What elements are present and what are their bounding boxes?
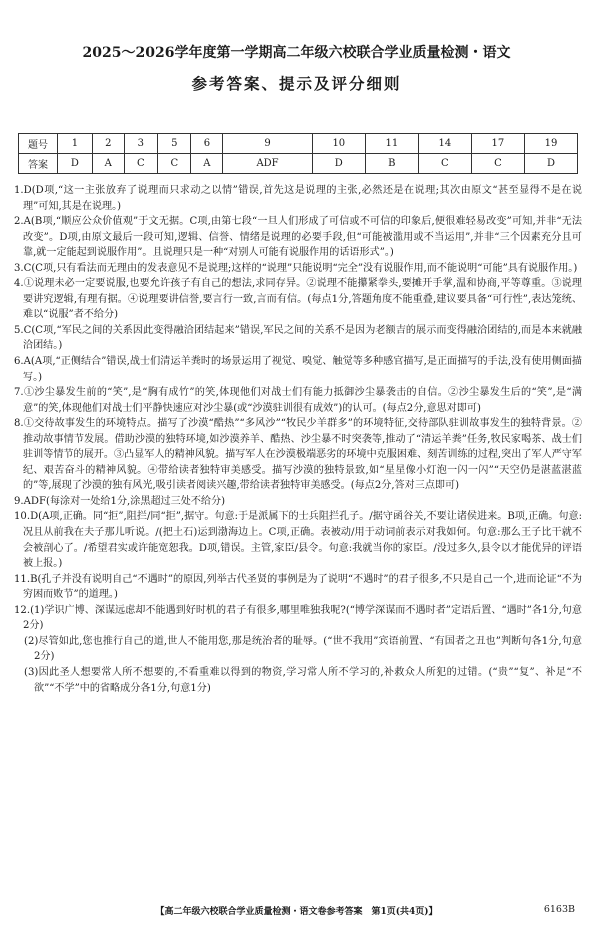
question-number: 17 bbox=[471, 134, 524, 154]
question-number: 14 bbox=[418, 134, 471, 154]
item-text: (1)学识广博、深谋远虑却不能遇到好时机的君子有很多,哪里唯独我呢?(“博学深谋而不遇时者”定语后置、“遇时”各1分,句意2分) bbox=[23, 604, 582, 632]
document-subtitle: 参考答案、提示及评分细则 bbox=[191, 74, 402, 93]
explanation-item bbox=[14, 276, 582, 323]
item-number: 12. bbox=[14, 604, 31, 616]
translation-subitem: (3)因此圣人想要常人所不想要的,不看重难以得到的物资,学习常人所不学习的,补救众人所犯的过错。(“贵”“复”、补足“不欲”“不学”中的省略成分各1分,句意1分) bbox=[24, 666, 582, 694]
answer-table bbox=[18, 133, 578, 174]
row-label-answer: 答案 bbox=[19, 154, 58, 174]
answer-cell: A bbox=[191, 154, 223, 174]
question-number: 19 bbox=[524, 134, 577, 154]
explanation-item bbox=[14, 183, 582, 214]
item-number: 7. bbox=[14, 387, 24, 399]
item-text: A(A项,“正侧结合”错误,战士们清运羊粪时的场景运用了视觉、嗅觉、触觉等多种感官描写,是正面描写的手法,没有使用侧面描写。) bbox=[23, 356, 582, 383]
explanation-item bbox=[14, 261, 582, 277]
question-number-row bbox=[19, 134, 578, 154]
explanation-item bbox=[14, 354, 582, 385]
answer-explanations bbox=[14, 183, 582, 696]
answer-cell: D bbox=[524, 154, 577, 174]
item-text: C(C项,“军民之间的关系因此变得融洽团结起来”错误,军民之间的关系不是因为老额吉的展示而变得融洽团结的,而是本来就融洽团结。) bbox=[23, 324, 582, 352]
item-number: 3. bbox=[14, 262, 24, 274]
question-number: 10 bbox=[312, 134, 365, 154]
item-number: 2. bbox=[14, 216, 24, 228]
item-number: 9. bbox=[14, 495, 24, 507]
question-number: 3 bbox=[124, 134, 157, 154]
answer-cell: B bbox=[365, 154, 418, 174]
explanation-item bbox=[14, 494, 582, 510]
answer-cell: ADF bbox=[223, 154, 313, 174]
item-text: D(A项,正确。同“拒”,阻拦/同“拒”,据守。句意:于是派属下的士兵阻拦孔子。/据守函谷关,不要让诸侯进来。B项,正确。句意:况且从前我在夫子那儿听说。/(把土石)运到渤海边上。C项,正确。表被动/用于动词前表示对我如何。句意:那么王子比干就不会被剖心了。/希望君实或许能宽恕我。D项,错误。主管,家臣/县令。句意:我就当你的家臣。/没过多久,县令以才能优异的评语被上报。) bbox=[23, 511, 582, 570]
question-number: 9 bbox=[223, 134, 313, 154]
row-label-number: 题号 bbox=[19, 134, 58, 154]
item-text: ①沙尘暴发生前的“笑”,是“胸有成竹”的笑,体现他们对战士们有能力抵御沙尘暴袭击的自信。②沙尘暴发生后的“笑”,是“满意”的笑,体现他们对战士们平静快速应对沙尘暴(或“沙漠驻训很有成效”)的认可。(每点2分,意思对即可) bbox=[23, 387, 582, 414]
item-number: 1. bbox=[14, 185, 24, 196]
explanation-item bbox=[14, 603, 582, 634]
explanation-item bbox=[14, 416, 582, 494]
item-number: 4. bbox=[14, 278, 24, 290]
item-text: C(C项,只有看法而无理由的发表意见不是说理;这样的“说理”只能说明“完全”没有说服作用,而不能说明“可能”具有说服作用。) bbox=[23, 262, 578, 274]
question-number: 2 bbox=[92, 134, 124, 154]
answer-cell: C bbox=[418, 154, 471, 174]
answer-cell: C bbox=[158, 154, 191, 174]
document-title: 2025～2026学年度第一学期高二年级六校联合学业质量检测・语文 bbox=[82, 45, 511, 61]
explanation-item bbox=[14, 214, 582, 261]
answer-cell: D bbox=[58, 154, 93, 174]
item-number: 5. bbox=[14, 324, 24, 336]
item-number: 11. bbox=[14, 573, 31, 585]
explanation-item bbox=[14, 572, 582, 603]
translation-subitem: (2)尽管如此,您也推行自己的道,世人不能用您,那是统治者的耻辱。(“世不我用”宾语前置、“有国者之丑也”判断句各1分,句意2分) bbox=[24, 635, 582, 663]
item-text: A(B项,“顺应公众价值观”于文无据。C项,由第七段“一旦人们形成了可信或不可信的印象后,便很难轻易改变”可知,并非“无法改变”。D项,由原文最后一段可知,逻辑、信誉、情绪是说理的必要手段,但“可能被滥用或不当运用”,并非“三个因素充分且可靠,就一定能起到说服作用”。且说理只是一种“对别人可能有说服作用的话语形式”。) bbox=[23, 216, 582, 259]
item-text: D(D项,“这一主张放弃了说理而只求动之以情”错误,首先这是说理的主张,必然还是在说理;其次由原文“甚至显得不是在说理”可知,其是在说理。) bbox=[23, 185, 582, 212]
item-number: 8. bbox=[14, 418, 24, 430]
item-text: ADF(每涂对一处给1分,涂黑超过三处不给分) bbox=[23, 495, 226, 507]
item-text: ①交待故事发生的环境特点。描写了沙漠“酷热”“多风沙”“牧民少羊群多”的环境特征,交待部队驻训故事发生的独特背景。②推动故事情节发展。借助沙漠的独特环境,如沙漠养羊、酷热、沙尘暴不时突袭等,推动了“清运羊粪”任务,牧民家喝茶、战士们驻训等情节的展开。③凸显军人的精神风貌。描写军人在沙漠极端恶劣的环境中克服困难、刻苦训练的过程,突出了军人严守军纪、艰苦奋斗的精神风貌。④带给读者独特审美感受。描写沙漠的独特景致,如“星星像小灯泡一闪一闪”“天空仍是湛蓝湛蓝的”等,展现了沙漠的独有风光,吸引读者阅读兴趣,带给读者独特审美感受。(每点2分,答对三点即可) bbox=[23, 418, 582, 492]
question-number: 5 bbox=[158, 134, 191, 154]
page-footer bbox=[0, 904, 593, 918]
answer-cell: A bbox=[92, 154, 124, 174]
question-number: 6 bbox=[191, 134, 223, 154]
footer-text: 【高二年级六校联合学业质量检测・语文卷参考答案 第1页(共4页)】 bbox=[155, 907, 438, 917]
explanation-item bbox=[14, 323, 582, 354]
item-number: 6. bbox=[14, 356, 24, 368]
explanation-item bbox=[14, 509, 582, 571]
question-number: 1 bbox=[58, 134, 93, 154]
question-number: 11 bbox=[365, 134, 418, 154]
answer-cell: C bbox=[471, 154, 524, 174]
item-text: B(孔子并没有说明自己“不遇时”的原因,列举古代圣贤的事例是为了说明“不遇时”的君子很多,不只是自己一个,进而论证“不为穷困而败节”的道理。) bbox=[23, 573, 582, 601]
paper-code: 6163B bbox=[543, 904, 575, 915]
item-text: ①说理未必一定要说服,也要允许孩子有自己的想法,求同存异。②说理不能攥紧拳头,要摊开手掌,温和协商,平等尊重。③说理要讲究逻辑,有理有据。④说理要讲信誉,要言行一致,言而有信。(每点1分,答题角度不能重叠,建议要具备“可行性”,表达笼统、难以“说服”者不给分) bbox=[23, 278, 582, 321]
answer-cell: D bbox=[312, 154, 365, 174]
explanation-item bbox=[14, 385, 582, 416]
answer-row bbox=[19, 154, 578, 174]
answer-cell: C bbox=[124, 154, 157, 174]
item-number: 10. bbox=[14, 511, 31, 523]
